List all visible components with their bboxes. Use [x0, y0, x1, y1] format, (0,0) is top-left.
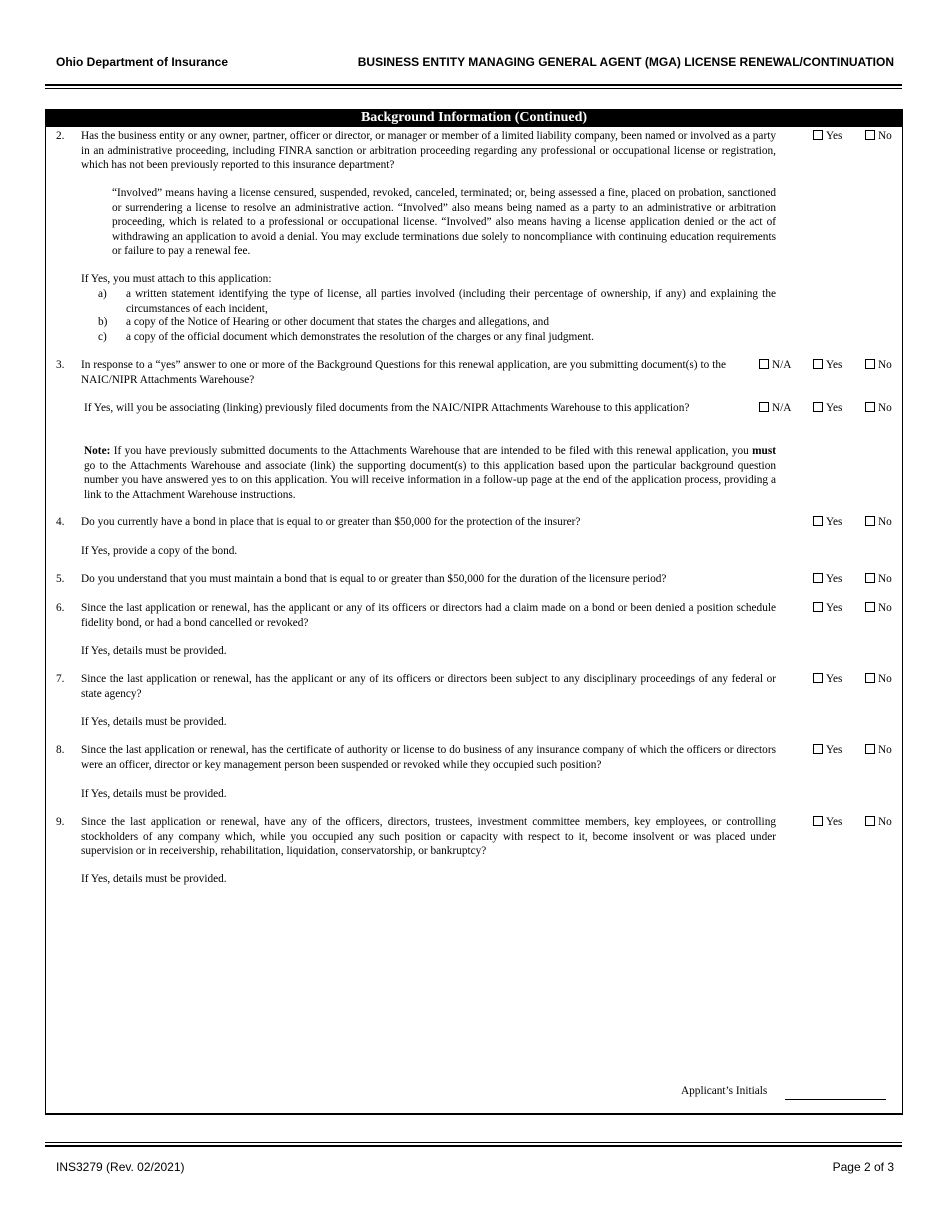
q6-yes-checkbox[interactable]: [813, 601, 842, 616]
checkbox-box[interactable]: [865, 602, 875, 612]
q2-item-a-text: a written statement identifying the type of license, all parties involved (including their percentage of ownership, if any) and explaining the circumstances of each incident,: [126, 288, 776, 315]
footer-rule: [45, 1145, 902, 1147]
yes-label: Yes: [826, 402, 843, 414]
yes-label: Yes: [826, 130, 843, 142]
q2-text: Has the business entity or any owner, partner, officer or director, or manager or member of a limited liability company, been named or involved as a party in an administrative proceeding, including FINRA sanction or arbitration proceeding regarding any professional or occupational license or registration, which has not been previously reported to this insurance department?: [81, 130, 776, 171]
checkbox-box[interactable]: [865, 516, 875, 526]
q9-number: 9.: [56, 816, 65, 828]
checkbox-box[interactable]: [813, 402, 823, 412]
q4-yes-checkbox[interactable]: [813, 515, 842, 530]
no-label: No: [878, 602, 892, 614]
yes-label: Yes: [826, 573, 843, 585]
q4-no-checkbox[interactable]: [865, 515, 892, 530]
q6-no-checkbox[interactable]: [865, 601, 892, 616]
q7-text: Since the last application or renewal, has the applicant or any of its officers or directors been subject to any disciplinary proceedings of any federal or state agency?: [81, 673, 776, 700]
q9-yes-checkbox[interactable]: [813, 815, 842, 830]
no-label: No: [878, 359, 892, 371]
q6-text: Since the last application or renewal, has the applicant or any of its officers or directors had a claim made on a bond or been denied a position schedule fidelity bond, or had a bond cancelled or revoked?: [81, 602, 776, 629]
applicant-initials-field[interactable]: [785, 1099, 886, 1100]
no-label: No: [878, 744, 892, 756]
q3-followup-no-checkbox[interactable]: [865, 401, 892, 416]
checkbox-box[interactable]: [813, 602, 823, 612]
q2-item-c-label: c): [98, 331, 107, 343]
yes-label: Yes: [826, 673, 843, 685]
q3-followup-na-checkbox[interactable]: [759, 401, 791, 416]
no-label: No: [878, 402, 892, 414]
q4-text: Do you currently have a bond in place that is equal to or greater than $50,000 for the protection of the insurer?: [81, 516, 581, 528]
yes-label: Yes: [826, 516, 843, 528]
q3-text: In response to a “yes” answer to one or more of the Background Questions for this renewal application, are you submitting document(s) to the NAIC/NIPR Attachments Warehouse?: [81, 359, 726, 386]
form-number: INS3279 (Rev. 02/2021): [56, 1160, 185, 1174]
no-label: No: [878, 573, 892, 585]
q2-item-a-label: a): [98, 288, 107, 300]
q3-no-checkbox[interactable]: [865, 358, 892, 373]
na-label: N/A: [772, 359, 792, 371]
q8-number: 8.: [56, 744, 65, 756]
checkbox-box[interactable]: [865, 402, 875, 412]
q5-number: 5.: [56, 573, 65, 585]
q7-number: 7.: [56, 673, 65, 685]
q3-na-checkbox[interactable]: [759, 358, 791, 373]
q3-followup-yes-checkbox[interactable]: [813, 401, 842, 416]
q8-yes-checkbox[interactable]: [813, 743, 842, 758]
yes-label: Yes: [826, 816, 843, 828]
q2-yes-checkbox[interactable]: [813, 129, 842, 144]
checkbox-box[interactable]: [813, 673, 823, 683]
checkbox-box[interactable]: [865, 130, 875, 140]
checkbox-box[interactable]: [813, 573, 823, 583]
no-label: No: [878, 130, 892, 142]
q2-item-b-text: a copy of the Notice of Hearing or other document that states the charges and allegations, and: [126, 316, 549, 328]
no-label: No: [878, 516, 892, 528]
q5-text: Do you understand that you must maintain a bond that is equal to or greater than $50,000 for the duration of the licensure period?: [81, 573, 667, 585]
q4-number: 4.: [56, 516, 65, 528]
q8-followup: If Yes, details must be provided.: [81, 788, 227, 800]
q6-number: 6.: [56, 602, 65, 614]
q7-no-checkbox[interactable]: [865, 672, 892, 687]
yes-label: Yes: [826, 602, 843, 614]
header-rule: [45, 84, 902, 86]
checkbox-box[interactable]: [813, 359, 823, 369]
checkbox-box[interactable]: [813, 130, 823, 140]
q2-number: 2.: [56, 130, 65, 142]
q7-yes-checkbox[interactable]: [813, 672, 842, 687]
checkbox-box[interactable]: [865, 573, 875, 583]
checkbox-box[interactable]: [813, 516, 823, 526]
q2-item-c-text: a copy of the official document which demonstrates the resolution of the charges or any final judgment.: [126, 331, 594, 343]
note-must: must: [752, 445, 776, 457]
q2-no-checkbox[interactable]: [865, 129, 892, 144]
note-part2: go to the Attachments Warehouse and associate (link) the supporting document(s) to this application based upon the particular background question number you have answered yes to on this application. You will receive information in a follow-up page at the end of the application process, providing a link to the Attachment Warehouse instructions.: [84, 459, 776, 501]
q3-note: [84, 444, 776, 502]
q3-number: 3.: [56, 359, 65, 371]
na-label: N/A: [772, 402, 792, 414]
checkbox-box[interactable]: [759, 359, 769, 369]
checkbox-box[interactable]: [813, 744, 823, 754]
q5-no-checkbox[interactable]: [865, 572, 892, 587]
checkbox-box[interactable]: [865, 673, 875, 683]
q2-item-b-label: b): [98, 316, 108, 328]
q4-followup: If Yes, provide a copy of the bond.: [81, 545, 238, 557]
q7-followup: If Yes, details must be provided.: [81, 716, 227, 728]
header-rule-thin: [45, 88, 902, 89]
note-label: Note:: [84, 445, 111, 457]
q2-involved-definition: “Involved” means having a license censured, suspended, revoked, canceled, terminated; or, being assessed a fine, placed on probation, sanctioned or surrendering a license to resolve an administrative action. “Involved” also means being named as a party to an administrative or arbitration proceeding, which is related to a professional or occupational license. “Involved” also means having a license application denied or the act of withdrawing an application to avoid a denial. You may exclude terminations due solely to noncompliance with continuing education requirements or failure to pay a renewal fee.: [112, 187, 776, 257]
department-name: Ohio Department of Insurance: [56, 55, 229, 69]
no-label: No: [878, 816, 892, 828]
checkbox-box[interactable]: [865, 359, 875, 369]
q2-attach-intro: If Yes, you must attach to this application:: [81, 273, 272, 285]
yes-label: Yes: [826, 744, 843, 756]
q3-yes-checkbox[interactable]: [813, 358, 842, 373]
q9-text: Since the last application or renewal, have any of the officers, directors, trustees, investment committee members, key employees, or controlling stockholders of any company which, while you occupied any such position or capacity with respect to it, become insolvent or was placed under supervision or in receivership, rehabilitation, liquidation, conservatorship, or bankruptcy?: [81, 816, 776, 857]
yes-label: Yes: [826, 359, 843, 371]
page-number: Page 2 of 3: [832, 1160, 894, 1174]
q8-no-checkbox[interactable]: [865, 743, 892, 758]
q9-no-checkbox[interactable]: [865, 815, 892, 830]
checkbox-box[interactable]: [865, 744, 875, 754]
applicant-initials-label: Applicant’s Initials: [681, 1085, 768, 1097]
checkbox-box[interactable]: [759, 402, 769, 412]
q8-text: Since the last application or renewal, has the certificate of authority or license to do business of any insurance company of which the officers or directors were an officer, director or key management person been suspended or revoked while they occupied such position?: [81, 744, 776, 771]
q6-followup: If Yes, details must be provided.: [81, 645, 227, 657]
checkbox-box[interactable]: [865, 816, 875, 826]
q9-followup: If Yes, details must be provided.: [81, 873, 227, 885]
q3-followup-text: If Yes, will you be associating (linking) previously filed documents from the NAIC/NIPR Attachments Warehouse to this application?: [84, 402, 690, 414]
section-title: Background Information (Continued): [45, 109, 903, 127]
q5-yes-checkbox[interactable]: [813, 572, 842, 587]
no-label: No: [878, 673, 892, 685]
note-part1: If you have previously submitted documents to the Attachments Warehouse that are intended to be filed with this renewal application, you: [110, 445, 753, 457]
footer-rule-thin: [45, 1142, 902, 1143]
checkbox-box[interactable]: [813, 816, 823, 826]
form-title: BUSINESS ENTITY MANAGING GENERAL AGENT (MGA) LICENSE RENEWAL/CONTINUATION: [357, 55, 894, 69]
